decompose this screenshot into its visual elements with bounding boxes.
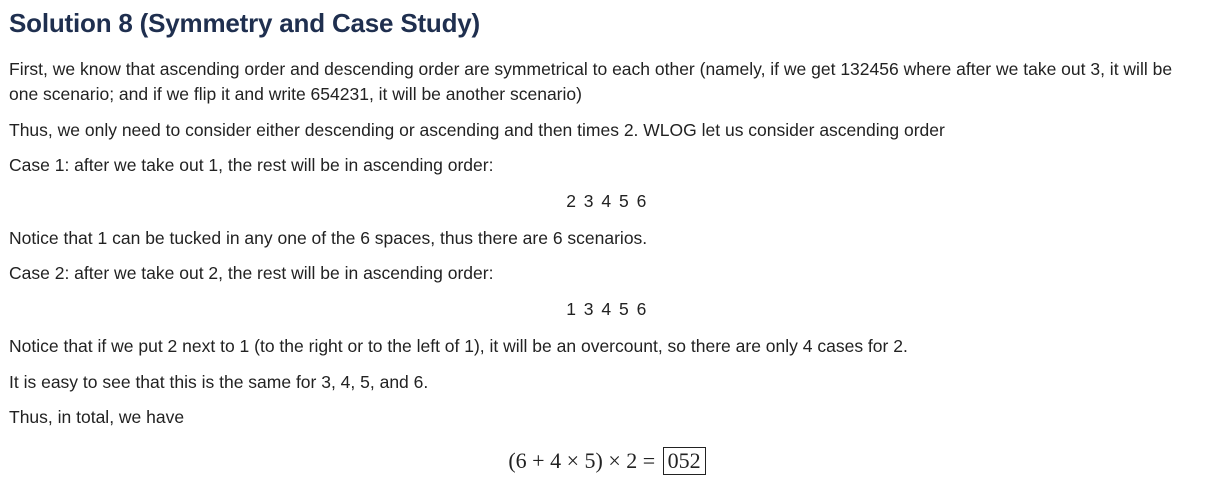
sequence-case-1: 2 3 4 5 6 <box>566 191 648 211</box>
paragraph-case-1-note: Notice that 1 can be tucked in any one of the 6 spaces, thus there are 6 scenarios. <box>9 228 648 248</box>
paragraph-wlog: Thus, we only need to consider either descending or ascending and then times 2. WLOG let us consider ascending order <box>9 120 945 140</box>
paragraph-generalize: It is easy to see that this is the same for 3, 4, 5, and 6. <box>9 372 429 392</box>
paragraph-case-1: Case 1: after we take out 1, the rest will be in ascending order: <box>9 155 494 175</box>
formula-expression: (6 + 4 × 5) × 2 = <box>508 448 656 473</box>
final-formula <box>9 447 1205 475</box>
paragraph-symmetry: First, we know that ascending order and descending order are symmetrical to each other (namely, if we get 132456 where after we take out 3, it will be one scenario; and if we flip it and write 654231, it will be another scenario) <box>9 59 1173 104</box>
boxed-answer: 052 <box>663 447 706 475</box>
paragraph-case-2: Case 2: after we take out 2, the rest will be in ascending order: <box>9 263 494 283</box>
sequence-case-2: 1 3 4 5 6 <box>566 299 648 319</box>
paragraph-total: Thus, in total, we have <box>9 407 185 427</box>
paragraph-case-2-note: Notice that if we put 2 next to 1 (to the right or to the left of 1), it will be an overcount, so there are only 4 cases for 2. <box>9 336 908 356</box>
solution-heading: Solution 8 (Symmetry and Case Study) <box>9 8 481 38</box>
